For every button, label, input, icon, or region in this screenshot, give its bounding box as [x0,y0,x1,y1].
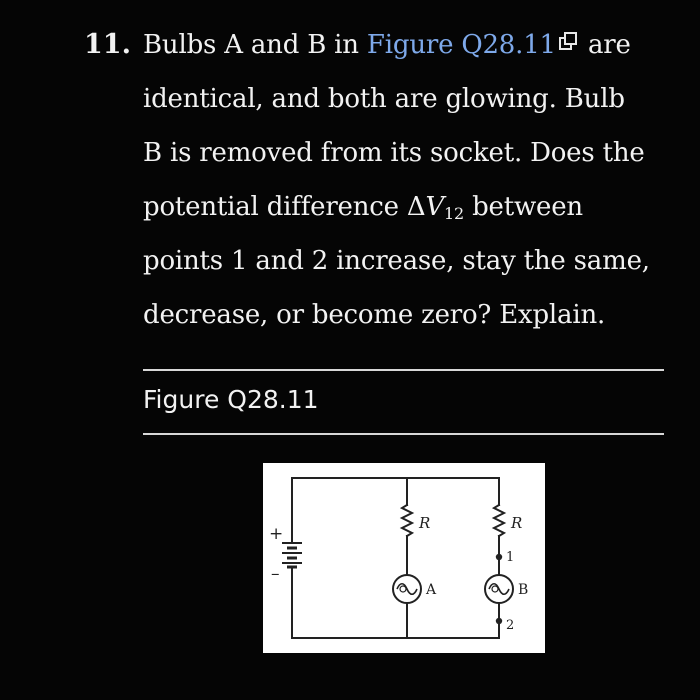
question-text-segment: Bulbs A and B in [143,30,367,60]
point-2-label: 2 [506,618,515,633]
question-line-4 [143,180,668,234]
question-line-5: points 1 and 2 increase, stay the same, [143,246,650,276]
divider-top [143,369,664,371]
open-in-new-icon[interactable] [559,32,577,50]
bulb-b-label: B [518,582,529,598]
bulb-a-label: A [426,582,437,598]
question-number: 11. [84,29,131,60]
point-2-dot [496,618,502,624]
battery-minus-label: – [271,564,280,584]
question-line-2: identical, and both are glowing. Bulb [143,84,625,114]
variable-subscript: 12 [444,204,465,223]
circuit-figure [263,463,545,653]
resistor-a-label: R [419,514,431,532]
question-line-1 [143,18,668,72]
bulb-a [393,575,421,603]
divider-bottom [143,433,664,435]
battery-plus-label: + [269,524,284,544]
battery [282,543,302,567]
bulb-b [485,575,513,603]
circuit-diagram [263,463,545,653]
question-line-6: decrease, or become zero? Explain. [143,300,606,330]
resistor-b-label: R [511,514,523,532]
resistor-b [494,505,504,536]
point-1-dot [496,554,502,560]
figure-title: Figure Q28.11 [143,385,319,414]
variable-v: V [425,192,445,222]
question-text-segment: potential difference Δ [143,192,426,222]
question-text-segment: are [579,30,631,60]
question-text-segment: between [464,192,583,222]
question-text [143,18,668,342]
figure-link[interactable]: Figure Q28.11 [366,30,556,60]
point-1-label: 1 [506,550,515,565]
question-line-3: B is removed from its socket. Does the [143,138,645,168]
resistor-a [402,505,412,536]
